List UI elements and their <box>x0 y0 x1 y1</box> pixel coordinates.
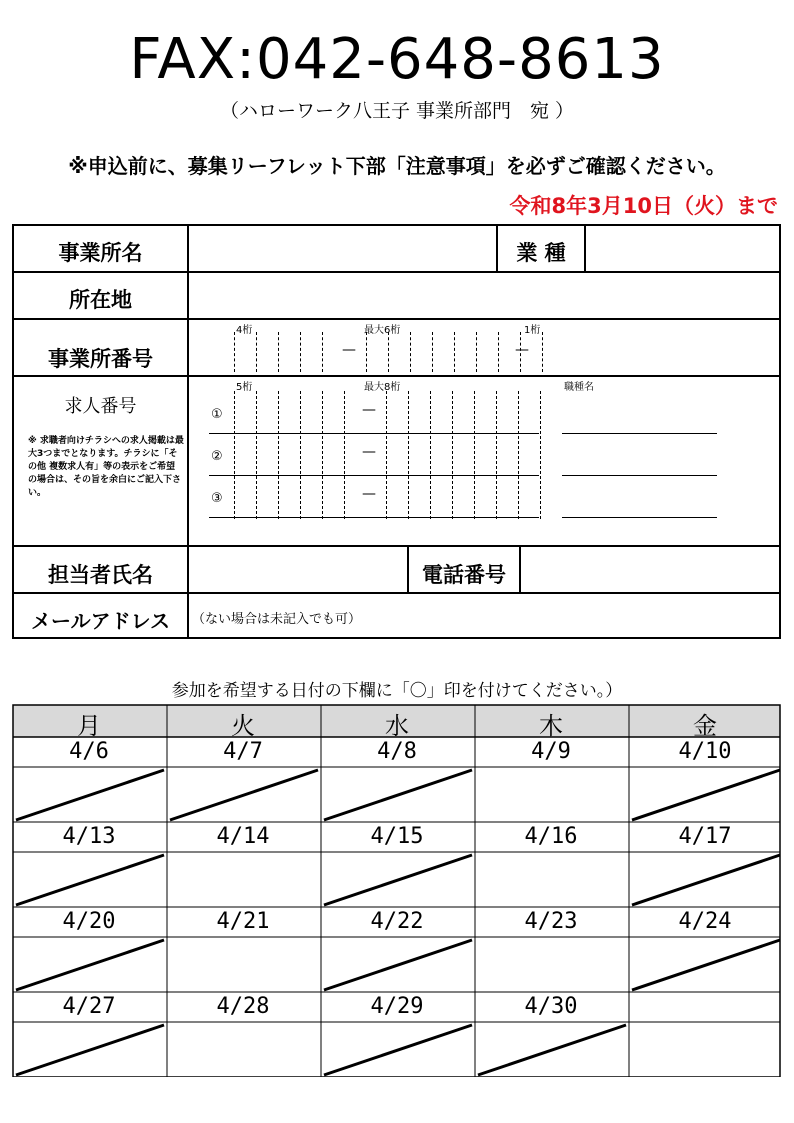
deadline: 令和8年3月10日（火）まで <box>509 194 778 218</box>
date-check-cell <box>14 1023 165 1076</box>
phone-field[interactable] <box>521 547 779 592</box>
date-label: 4/24 <box>678 909 732 934</box>
date-label: 4/9 <box>531 739 571 764</box>
date-check-cell <box>630 768 781 821</box>
date-label: 4/29 <box>370 994 424 1019</box>
address-field[interactable] <box>189 273 779 318</box>
date-check-cell[interactable] <box>168 1023 319 1076</box>
industry-field[interactable] <box>586 226 779 271</box>
job-hyphen-3: — <box>362 486 376 502</box>
phone-label: 電話番号 <box>422 563 506 587</box>
date-label: 4/10 <box>678 739 732 764</box>
date-label: 4/6 <box>69 739 109 764</box>
job-hyphen-2: — <box>362 444 376 460</box>
application-form <box>12 224 781 639</box>
office-digits-6: 最大6桁 <box>364 325 401 336</box>
email-note: （ない場合は未記入でも可） <box>192 612 362 627</box>
date-check-cell <box>630 853 781 906</box>
job-title-label: 職種名 <box>564 382 594 393</box>
date-label: 4/8 <box>377 739 417 764</box>
job-hyphen-1: — <box>362 402 376 418</box>
recipient: （ハローワーク八王子 事業所部門 宛 ） <box>219 100 575 122</box>
job-digits-5: 5桁 <box>236 382 253 393</box>
date-label: 4/14 <box>216 824 270 849</box>
date-label: 4/17 <box>678 824 732 849</box>
date-check-cell[interactable] <box>168 938 319 991</box>
date-check-cell[interactable] <box>168 853 319 906</box>
date-check-cell <box>322 768 473 821</box>
day-header-3: 木 <box>539 712 563 740</box>
date-label: 4/28 <box>216 994 270 1019</box>
job-digits-8: 最大8桁 <box>364 382 401 393</box>
date-selection-calendar <box>12 704 781 1077</box>
date-label: 4/23 <box>524 909 578 934</box>
date-label: 4/15 <box>370 824 424 849</box>
day-header-0: 月 <box>77 712 101 740</box>
date-label: 4/20 <box>62 909 116 934</box>
job-number-label: 求人番号 <box>64 396 137 417</box>
date-check-cell[interactable] <box>476 938 627 991</box>
office-hyphen-1: — <box>342 342 356 358</box>
date-label: 4/22 <box>370 909 424 934</box>
date-label: 4/27 <box>62 994 116 1019</box>
date-check-cell <box>14 853 165 906</box>
job-row-3-mark: ③ <box>211 491 223 506</box>
date-check-cell <box>322 938 473 991</box>
contact-name-label: 担当者氏名 <box>48 563 153 587</box>
date-label: 4/7 <box>223 739 263 764</box>
day-header-2: 水 <box>385 712 409 740</box>
day-header-4: 金 <box>693 712 717 740</box>
office-number-label: 事業所番号 <box>48 347 153 371</box>
date-check-cell <box>630 938 781 991</box>
date-check-cell <box>14 938 165 991</box>
calendar-caption: 参加を希望する日付の下欄に「〇」印を付けてください。） <box>171 681 623 701</box>
date-label: 4/21 <box>216 909 270 934</box>
job-note: ※ 求職者向けチラシへの求人掲載は最大3つまでとなります。チラシに「その他 複数求人有」等の表示をご希望の場合は、その旨を余白にご記入下さい。 <box>28 436 184 498</box>
industry-label: 業 種 <box>516 241 566 265</box>
day-header-1: 火 <box>231 712 255 740</box>
date-check-cell <box>630 1023 781 1076</box>
date-check-cell <box>476 1023 627 1076</box>
address-label: 所在地 <box>69 288 132 312</box>
office-number-field[interactable] <box>189 320 779 375</box>
email-label: メールアドレス <box>31 609 170 633</box>
date-label: 4/16 <box>524 824 578 849</box>
notice: ※申込前に、募集リーフレット下部「注意事項」を必ずご確認ください。 <box>68 154 726 178</box>
fax-number: FAX:042-648-8613 <box>129 27 665 92</box>
job-row-2-mark: ② <box>211 449 223 464</box>
date-label: 4/30 <box>524 994 578 1019</box>
job-row-1-mark: ① <box>211 407 223 422</box>
date-check-cell <box>322 1023 473 1076</box>
date-check-cell[interactable] <box>476 853 627 906</box>
contact-name-field[interactable] <box>189 547 407 592</box>
date-label: 4/13 <box>62 824 116 849</box>
date-check-cell[interactable] <box>476 768 627 821</box>
company-name-field[interactable] <box>189 226 496 271</box>
company-name-label: 事業所名 <box>58 241 143 265</box>
office-digits-1: 1桁 <box>524 325 541 336</box>
office-digits-4: 4桁 <box>236 325 253 336</box>
date-check-cell <box>168 768 319 821</box>
email-field[interactable] <box>189 594 779 637</box>
date-check-cell <box>14 768 165 821</box>
office-hyphen-2: — <box>515 342 529 358</box>
date-check-cell <box>322 853 473 906</box>
